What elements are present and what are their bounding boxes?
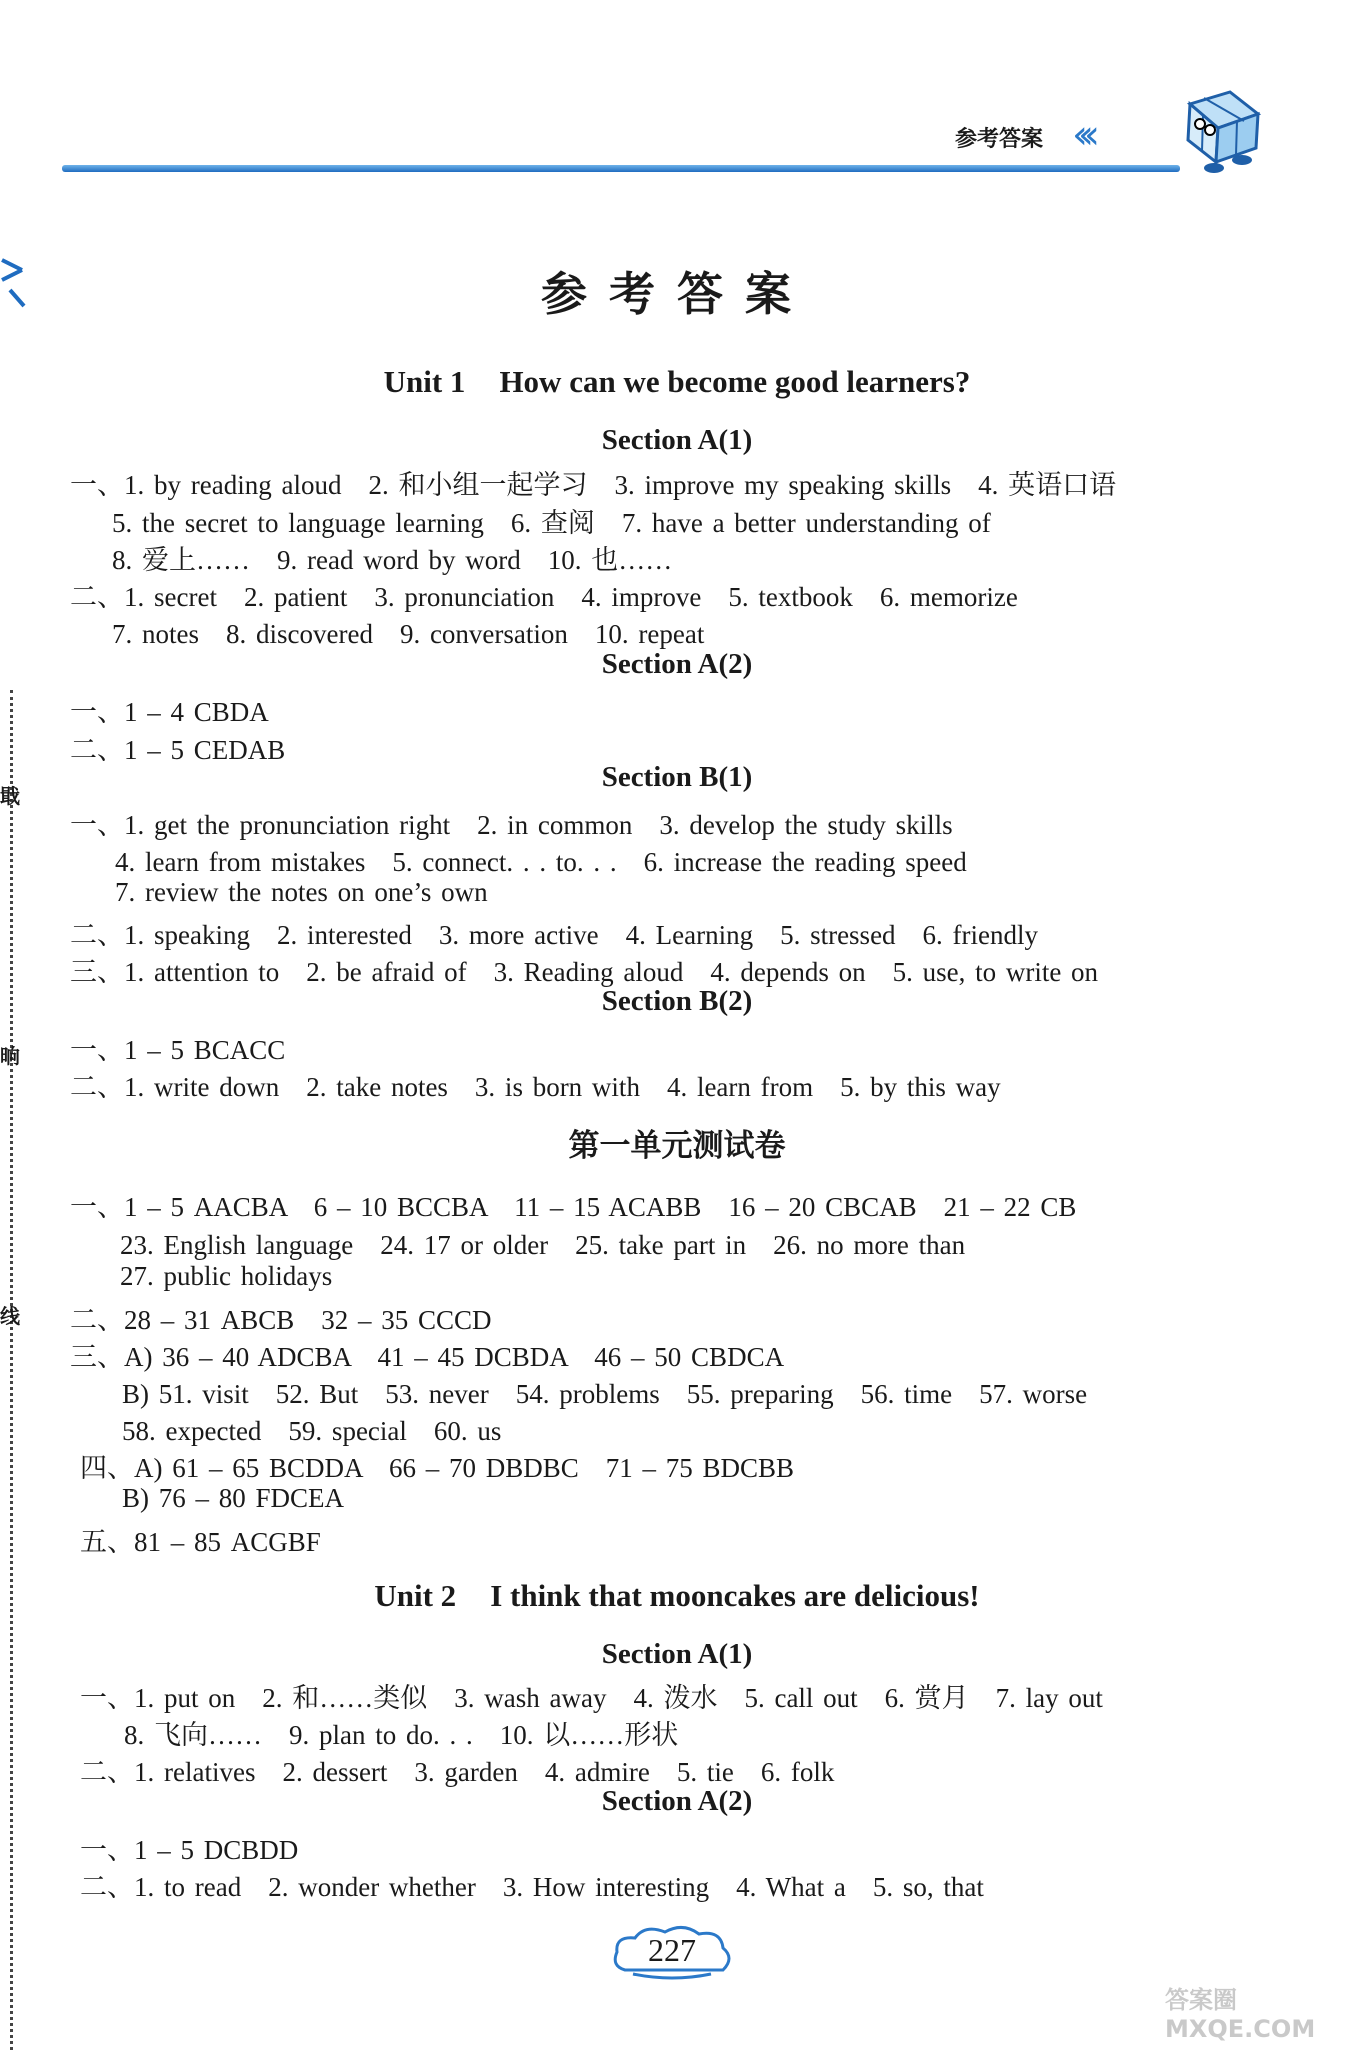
cut-line (10, 690, 13, 2050)
page-number-badge (607, 1922, 737, 1982)
answer-line: 5. the secret to language learning 6. 查阅 7. have a better understanding of (112, 508, 991, 538)
answer-line: 二、1. secret 2. patient 3. pronunciation 4. improve 5. textbook 6. memorize (70, 582, 1018, 612)
answer-line: 五、81 – 85 ACGBF (80, 1527, 321, 1557)
answer-line: 一、1. by reading aloud 2. 和小组一起学习 3. improve my speaking skills 4. 英语口语 (70, 470, 1117, 500)
answer-line: 7. notes 8. discovered 9. conversation 10. repeat (112, 619, 705, 649)
side-char-2: 晌 (0, 1044, 20, 1068)
unit-title: How can we become good learners? (499, 364, 971, 399)
answer-line: B) 51. visit 52. But 53. never 54. problems 55. preparing 56. time 57. worse (122, 1379, 1088, 1409)
answer-line: 23. English language 24. 17 or older 25. take part in 26. no more than (120, 1230, 966, 1260)
answer-line: 7. review the notes on one’s own (115, 877, 488, 907)
side-char-1: 戢 (0, 784, 20, 808)
unit-heading-2 (0, 1578, 1354, 1614)
answer-line: 一、1 – 5 AACBA 6 – 10 BCCBA 11 – 15 ACABB 16 – 20 CBCAB 21 – 22 CB (70, 1192, 1077, 1222)
section-heading: Section A(2) (601, 648, 753, 680)
section-heading: Section B(2) (601, 985, 753, 1017)
section-heading: Section A(2) (601, 1785, 753, 1817)
page-number: 227 (648, 1932, 696, 1968)
answer-line: 二、1. write down 2. take notes 3. is born with 4. learn from 5. by this way (70, 1072, 1001, 1102)
answer-line: 58. expected 59. special 60. us (122, 1416, 502, 1446)
chevron-left-icon: ‹‹‹ (1072, 112, 1090, 158)
answer-line: 27. public holidays (120, 1261, 333, 1291)
answer-line: 三、A) 36 – 40 ADCBA 41 – 45 DCBDA 46 – 50 CBDCA (70, 1342, 785, 1372)
header-label: 参考答案 (955, 127, 1044, 152)
answer-line: 二、28 – 31 ABCB 32 – 35 CCCD (70, 1305, 492, 1335)
answer-line: 8. 飞向…… 9. plan to do. . . 10. 以……形状 (124, 1720, 679, 1750)
watermark: 答案圈 MXQE.COM (1165, 1986, 1316, 2043)
answer-line: 二、1. speaking 2. interested 3. more active 4. Learning 5. stressed 6. friendly (70, 920, 1039, 950)
section-heading: Section A(1) (601, 424, 753, 456)
cube-mascot-icon (1170, 84, 1270, 174)
answer-line: 一、1 – 5 DCBDD (80, 1835, 299, 1865)
header-rule (62, 165, 1180, 172)
section-heading: Section A(1) (601, 1638, 753, 1670)
unit-number: Unit 2 (374, 1578, 457, 1613)
answer-line: 8. 爱上…… 9. read word by word 10. 也…… (112, 545, 673, 575)
answer-line: 一、1 – 4 CBDA (70, 697, 269, 727)
answer-line: 二、1 – 5 CEDAB (70, 735, 286, 765)
answer-line: 二、1. to read 2. wonder whether 3. How interesting 4. What a 5. so, that (80, 1872, 984, 1902)
section-heading: Section B(1) (601, 761, 753, 793)
page-title: 参考答案 (541, 267, 813, 321)
answer-line: 一、1 – 5 BCACC (70, 1035, 286, 1065)
answer-line: 四、A) 61 – 65 BCDDA 66 – 70 DBDBC 71 – 75 BDCBB (80, 1453, 795, 1483)
unit-title: I think that mooncakes are delicious! (490, 1578, 980, 1613)
unit-number: Unit 1 (383, 364, 466, 399)
answer-line: B) 76 – 80 FDCEA (122, 1483, 345, 1513)
answer-line: 一、1. get the pronunciation right 2. in common 3. develop the study skills (70, 810, 953, 840)
answer-line: 二、1. relatives 2. dessert 3. garden 4. admire 5. tie 6. folk (80, 1757, 835, 1787)
unit-heading-1 (0, 364, 1354, 400)
side-char-3: 线 (0, 1304, 20, 1328)
answer-line: 三、1. attention to 2. be afraid of 3. Reading aloud 4. depends on 5. use, to write on (70, 957, 1099, 987)
answer-line: 一、1. put on 2. 和……类似 3. wash away 4. 泼水 5. call out 6. 赏月 7. lay out (80, 1683, 1103, 1713)
answer-line: 4. learn from mistakes 5. connect. . . to. . . 6. increase the reading speed (115, 847, 967, 877)
section-heading: 第一单元测试卷 (568, 1128, 786, 1164)
